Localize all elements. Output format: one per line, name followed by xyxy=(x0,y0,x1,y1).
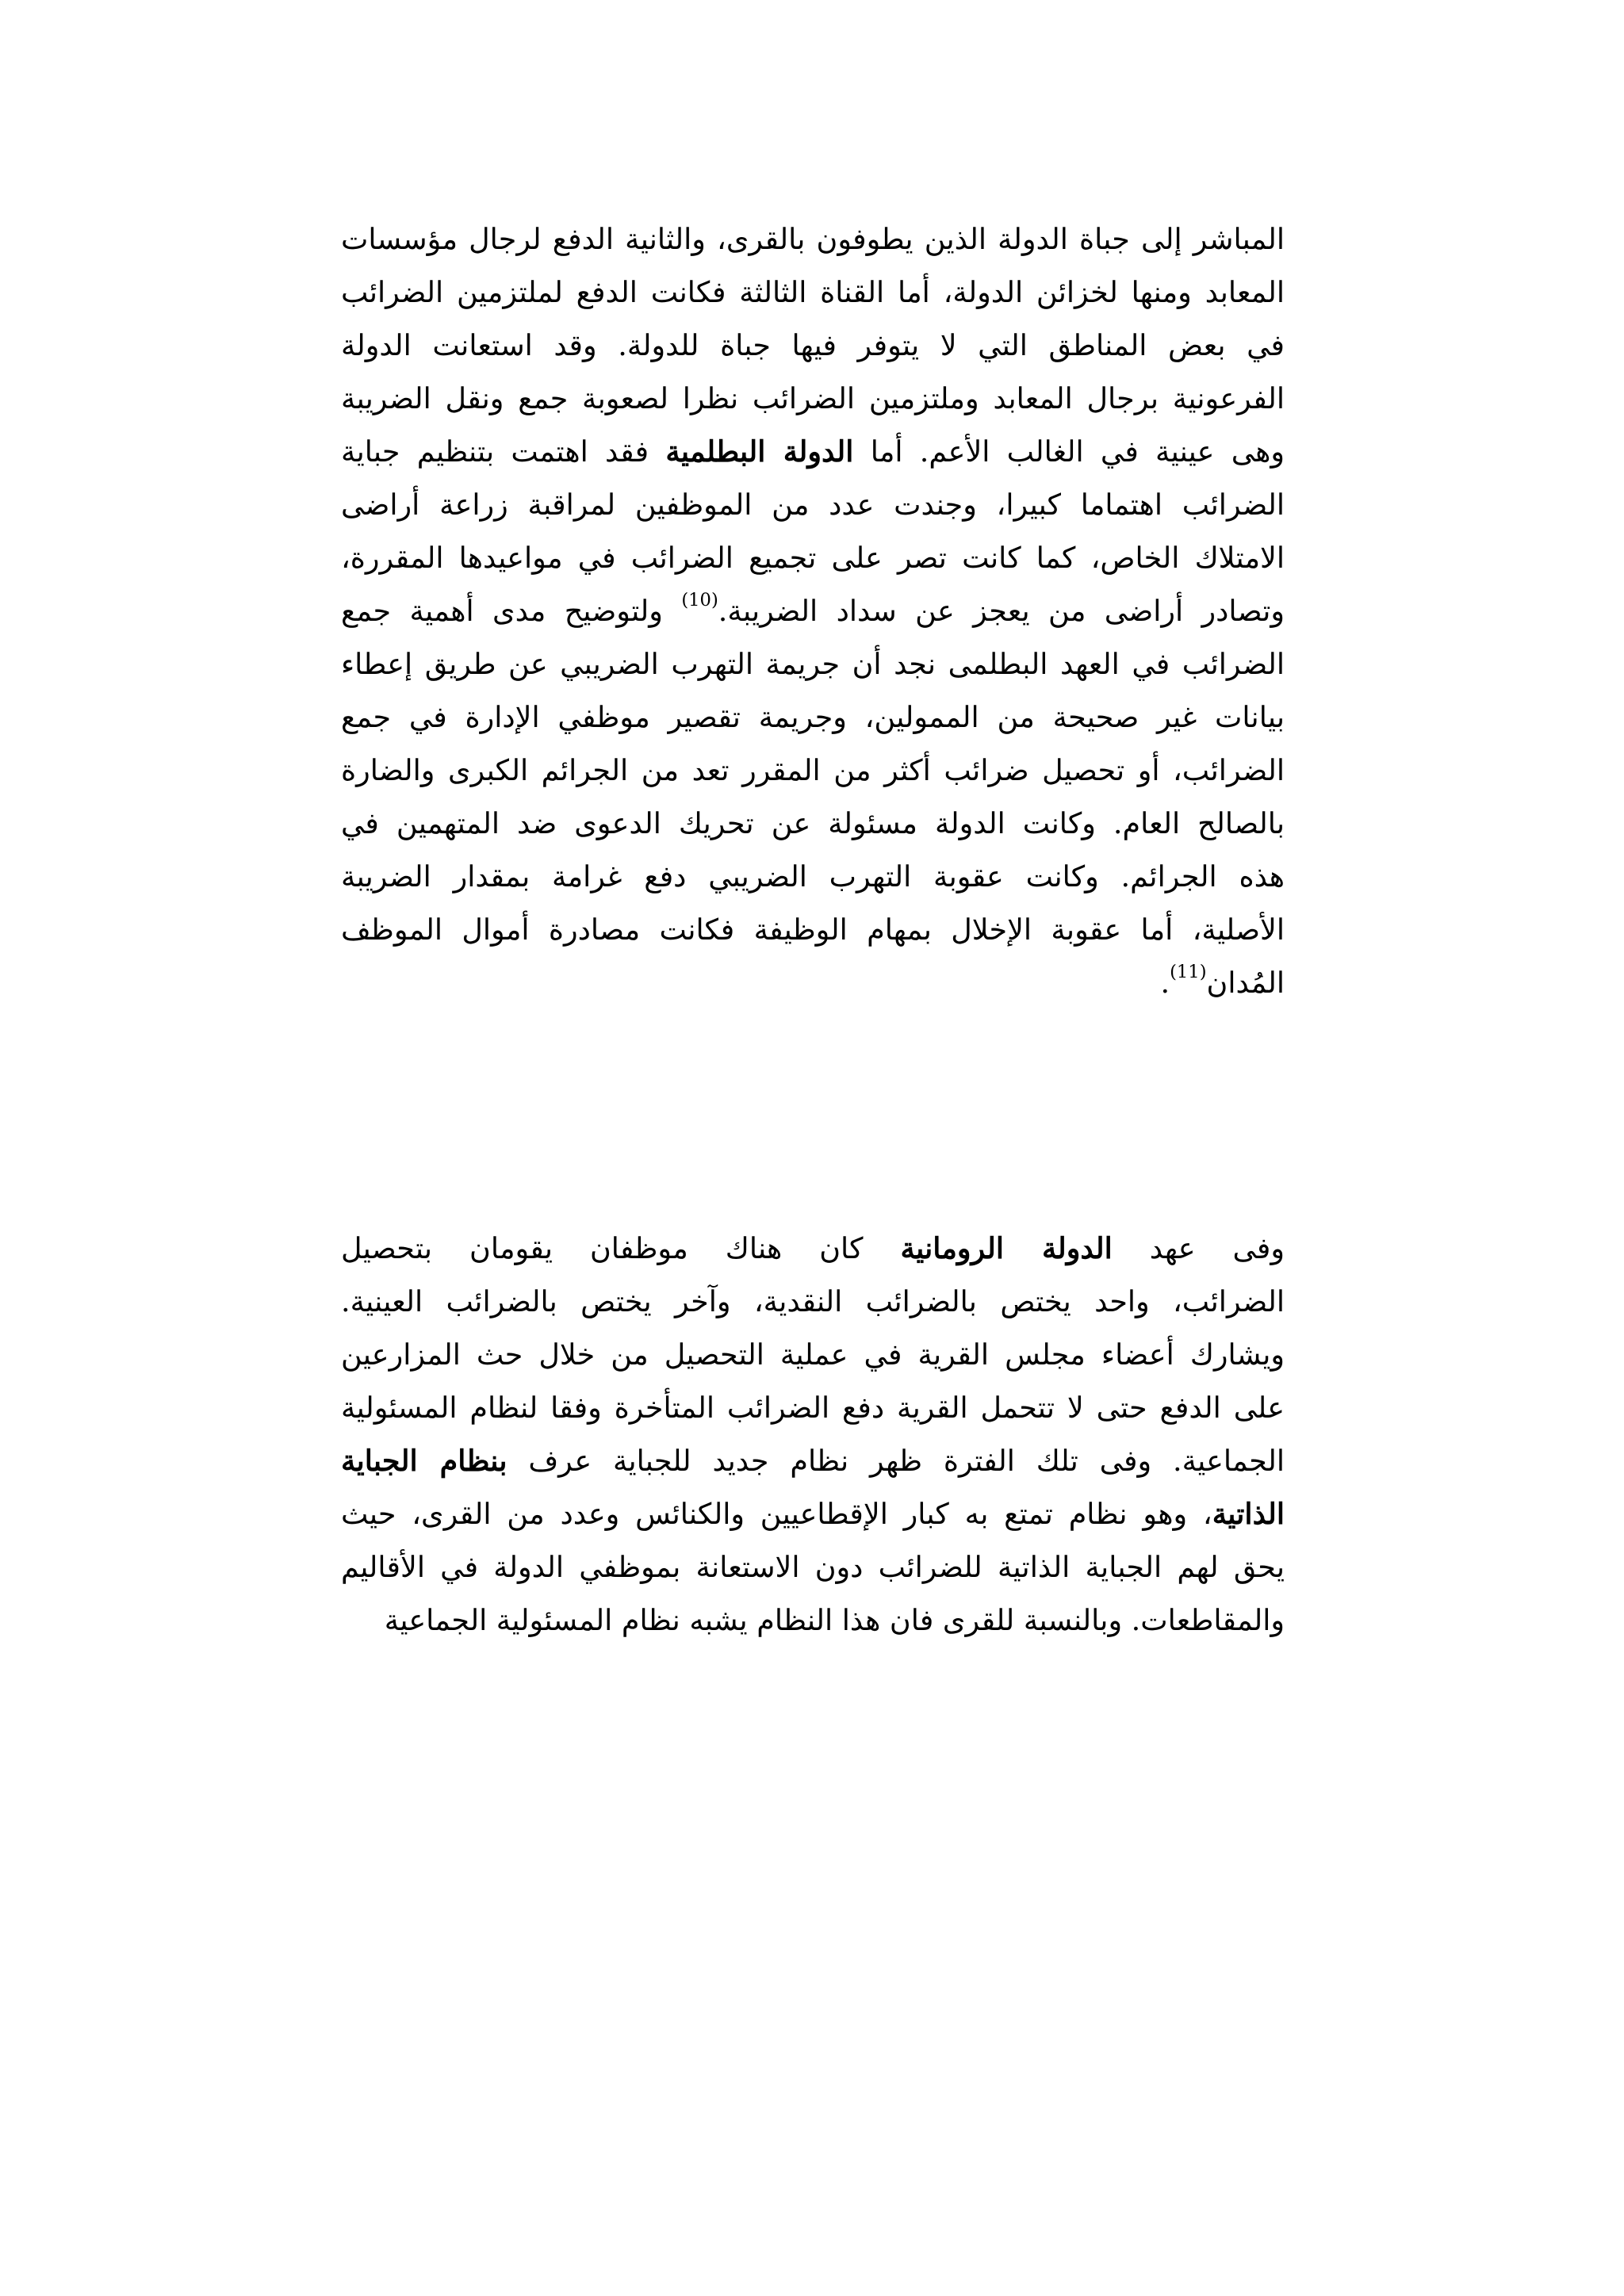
text-run: ويشارك أعضاء مجلس القرية في عملية التحصيل من خلال حث المزارعين xyxy=(341,1337,1285,1372)
text-line xyxy=(341,691,1285,744)
text-line xyxy=(341,1594,1285,1647)
text-run: الضرائب اهتماما كبيرا، وجندت عدد من الموظفين لمراقبة زراعة أراضى xyxy=(341,488,1285,522)
text-line xyxy=(341,425,1285,478)
text-run: يحق لهم الجباية الذاتية للضرائب دون الاستعانة بموظفي الدولة في الأقاليم xyxy=(341,1550,1285,1584)
text-run: الضرائب، واحد يختص بالضرائب النقدية، وآخر يختص بالضرائب العينية. xyxy=(341,1284,1285,1318)
text-run: في بعض المناطق التي لا يتوفر فيها جباة للدولة. وقد استعانت الدولة xyxy=(341,328,1285,362)
bold-term: الذاتية xyxy=(1212,1497,1285,1531)
text-line xyxy=(341,1328,1285,1381)
text-line xyxy=(341,1381,1285,1434)
paragraph-roman-taxation xyxy=(341,1222,1285,1647)
text-run: بالصالح العام. وكانت الدولة مسئولة عن تحريك الدعوى ضد المتهمين في xyxy=(341,806,1285,840)
bold-term: الدولة البطلمية xyxy=(665,434,854,469)
footnote-reference: (10) xyxy=(681,590,718,611)
text-line xyxy=(341,212,1285,266)
text-run: ، وهو نظام تمتع به كبار الإقطاعيين والكنائس وعدد من القرى، حيث xyxy=(341,1497,1212,1531)
text-line xyxy=(341,797,1285,850)
text-run: وهى عينية في الغالب الأعم. أما xyxy=(853,434,1285,469)
text-run: والمقاطعات. وبالنسبة للقرى فان هذا النظام يشبه نظام المسئولية الجماعية xyxy=(384,1603,1285,1637)
bold-term: بنظام الجباية xyxy=(341,1444,508,1478)
text-line xyxy=(341,584,1285,637)
text-line xyxy=(341,903,1285,956)
text-line xyxy=(341,956,1285,1009)
text-line xyxy=(341,850,1285,903)
text-run: الفرعونية برجال المعابد وملتزمين الضرائب نظرا لصعوبة جمع ونقل الضريبة xyxy=(341,381,1285,415)
paragraph-ptolemaic-taxation xyxy=(341,212,1285,1009)
footnote-reference: (11) xyxy=(1170,962,1207,983)
text-run: الأصلية، أما عقوبة الإخلال بمهام الوظيفة فكانت مصادرة أموال الموظف xyxy=(341,913,1285,947)
text-line xyxy=(341,372,1285,425)
text-run: وتصادر أراضى من يعجز عن سداد الضريبة. xyxy=(718,594,1285,628)
text-run: المعابد ومنها لخزائن الدولة، أما القناة الثالثة فكانت الدفع لملتزمين الضرائب xyxy=(341,275,1285,309)
text-run: وفى عهد xyxy=(1112,1231,1285,1265)
text-run: الجماعية. وفى تلك الفترة ظهر نظام جديد للجباية عرف xyxy=(507,1444,1285,1478)
text-run: . xyxy=(1160,966,1170,1000)
text-run: الامتلاك الخاص، كما كانت تصر على تجميع الضرائب في مواعيدها المقررة، xyxy=(341,541,1285,575)
text-line xyxy=(341,1222,1285,1275)
text-run: هذه الجرائم. وكانت عقوبة التهرب الضريبي دفع غرامة بمقدار الضريبة xyxy=(341,859,1285,894)
text-line xyxy=(341,1275,1285,1328)
bold-term: الدولة الرومانية xyxy=(900,1231,1113,1265)
text-run: فقد اهتمت بتنظيم جباية xyxy=(341,434,666,469)
text-line xyxy=(341,1434,1285,1487)
text-line xyxy=(341,478,1285,531)
text-run: الضرائب في العهد البطلمى نجد أن جريمة التهرب الضريبي عن طريق إعطاء xyxy=(341,647,1285,681)
text-line xyxy=(341,637,1285,691)
text-run: المُدان xyxy=(1206,966,1285,1000)
text-run: على الدفع حتى لا تتحمل القرية دفع الضرائب المتأخرة وفقا لنظام المسئولية xyxy=(341,1391,1285,1425)
text-run: ولتوضيح مدى أهمية جمع xyxy=(341,594,682,628)
text-line xyxy=(341,531,1285,584)
text-line xyxy=(341,319,1285,372)
text-run: كان هناك موظفان يقومان بتحصيل xyxy=(341,1231,901,1265)
text-line xyxy=(341,266,1285,319)
text-run: الضرائب، أو تحصيل ضرائب أكثر من المقرر تعد من الجرائم الكبرى والضارة xyxy=(341,753,1285,787)
text-run: المباشر إلى جباة الدولة الذين يطوفون بالقرى، والثانية الدفع لرجال مؤسسات xyxy=(341,222,1285,256)
text-run: بيانات غير صحيحة من الممولين، وجريمة تقصير موظفي الإدارة في جمع xyxy=(341,700,1285,734)
text-line xyxy=(341,744,1285,797)
text-line xyxy=(341,1487,1285,1540)
text-line xyxy=(341,1540,1285,1594)
